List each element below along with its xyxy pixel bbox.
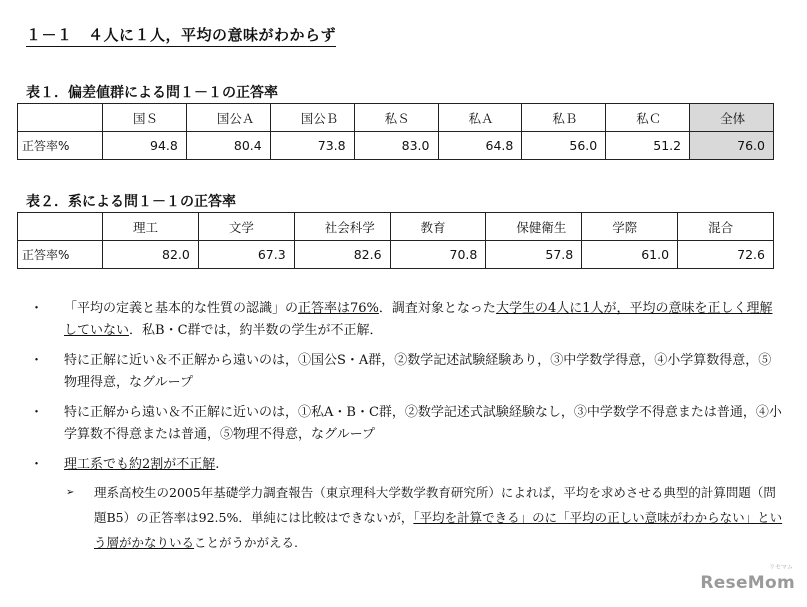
table2-value-cell: 82.6: [294, 241, 390, 269]
table1-header-cell: 国Ｓ: [103, 104, 187, 132]
finding-text: 「平均の定義と基本的な性質の認識」の: [64, 301, 299, 316]
table2-header-cell: 保健衛生: [486, 213, 582, 241]
finding-text: ．私B・C群では，約半数の学生が不正解．: [129, 323, 383, 338]
finding-text: 特に正解に近い＆不正解から遠いのは，①国公S・A群，②数学記述試験経験あり，③中学数学得意，④小学算数得意，⑤物理得意，なグループ: [64, 353, 772, 390]
table2-value-cell: 82.0: [103, 241, 199, 269]
table1-header-row: [18, 104, 774, 132]
finding-item: [24, 454, 784, 476]
table2-header-cell: 学際: [582, 213, 678, 241]
finding-text: ．調査対象となった: [378, 301, 496, 316]
bullet-marker: ・: [30, 353, 44, 368]
table2-value-cell: 72.6: [678, 241, 774, 269]
table1-value-cell: 56.0: [522, 132, 606, 160]
table1-caption: 表１．偏差値群による問１－１の正答率: [26, 82, 278, 104]
table1-row-label: 正答率%: [18, 132, 103, 160]
bullet-marker: ・: [30, 457, 44, 472]
table1-data-row: [18, 132, 774, 160]
finding-text: .: [215, 457, 220, 472]
bullet-marker: ・: [30, 405, 44, 420]
table2-row-label: 正答率%: [18, 241, 103, 269]
resemom-logo: ReseMom: [700, 573, 795, 593]
finding-item: [24, 298, 784, 342]
subitem-text: 理系高校生の2005年基礎学力調査報告（東京理科大学数学教育研究所）によれば，平均を求めさせる典型的計算問題（問題B5）の正答率は92.5%．単純には比較はできないが，: [94, 485, 776, 525]
table1-deviation-groups: [17, 103, 774, 160]
finding-text-underlined: 正答率は76%: [298, 301, 379, 316]
finding-text-underlined: 理工系でも約2割が不正解: [64, 457, 216, 472]
table2-value-cell: 61.0: [582, 241, 678, 269]
finding-subitem: [24, 480, 784, 555]
table1-header-cell: 私Ａ: [438, 104, 522, 132]
table1-header-cell: 私Ｂ: [522, 104, 606, 132]
table2-caption: 表２．系による問１－１の正答率: [26, 191, 236, 213]
table2-header-cell: 社会科学: [294, 213, 390, 241]
table2-value-cell: 57.8: [486, 241, 582, 269]
table2-header-cell: 教育: [390, 213, 486, 241]
table2-header-cell: 文学: [198, 213, 294, 241]
table2-header-row: [18, 213, 774, 241]
table2-faculty-types: [17, 212, 774, 269]
page-title: １－１ ４人に１人，平均の意味がわからず: [26, 24, 336, 47]
table1-value-cell: 64.8: [438, 132, 522, 160]
table1-value-cell: 73.8: [270, 132, 354, 160]
finding-item: [24, 402, 784, 446]
table1-corner-cell: [18, 104, 103, 132]
watermark-kana: リセマム: [769, 564, 793, 571]
table1-value-cell: 83.0: [354, 132, 438, 160]
table1-value-cell-total: 76.0: [690, 132, 774, 160]
subitem-text-underlined: 「平均を計算できる」のに「平均の正しい意味がわからない」という層がかなりいる: [94, 510, 783, 550]
bullet-marker: ・: [30, 301, 44, 316]
table2-data-row: [18, 241, 774, 269]
table1-header-cell: 私Ｓ: [354, 104, 438, 132]
findings-list: [24, 298, 784, 555]
table2-value-cell: 67.3: [198, 241, 294, 269]
finding-text: 特に正解から遠い＆不正解に近いのは，①私A・B・C群，②数学記述式試験経験なし，③中学数学不得意または普通，④小学算数不得意または普通，⑤物理不得意，なグループ: [64, 405, 782, 442]
table2-header-cell: 混合: [678, 213, 774, 241]
table1-value-cell: 51.2: [606, 132, 690, 160]
table1-header-cell: 国公Ｂ: [270, 104, 354, 132]
arrow-bullet-icon: ➢: [66, 487, 75, 498]
table1-value-cell: 94.8: [103, 132, 187, 160]
finding-text-underlined: 大学生の4人に1人が，平均の意味を正しく理解していない: [64, 301, 773, 338]
subitem-text: ことがうかがえる.: [194, 535, 298, 550]
table2-header-cell: 理工: [103, 213, 199, 241]
table1-value-cell: 80.4: [186, 132, 270, 160]
table2-corner-cell: [18, 213, 103, 241]
table1-header-cell-total: 全体: [690, 104, 774, 132]
finding-item: [24, 350, 784, 394]
table2-value-cell: 70.8: [390, 241, 486, 269]
table1-header-cell: 国公Ａ: [186, 104, 270, 132]
table1-header-cell: 私Ｃ: [606, 104, 690, 132]
